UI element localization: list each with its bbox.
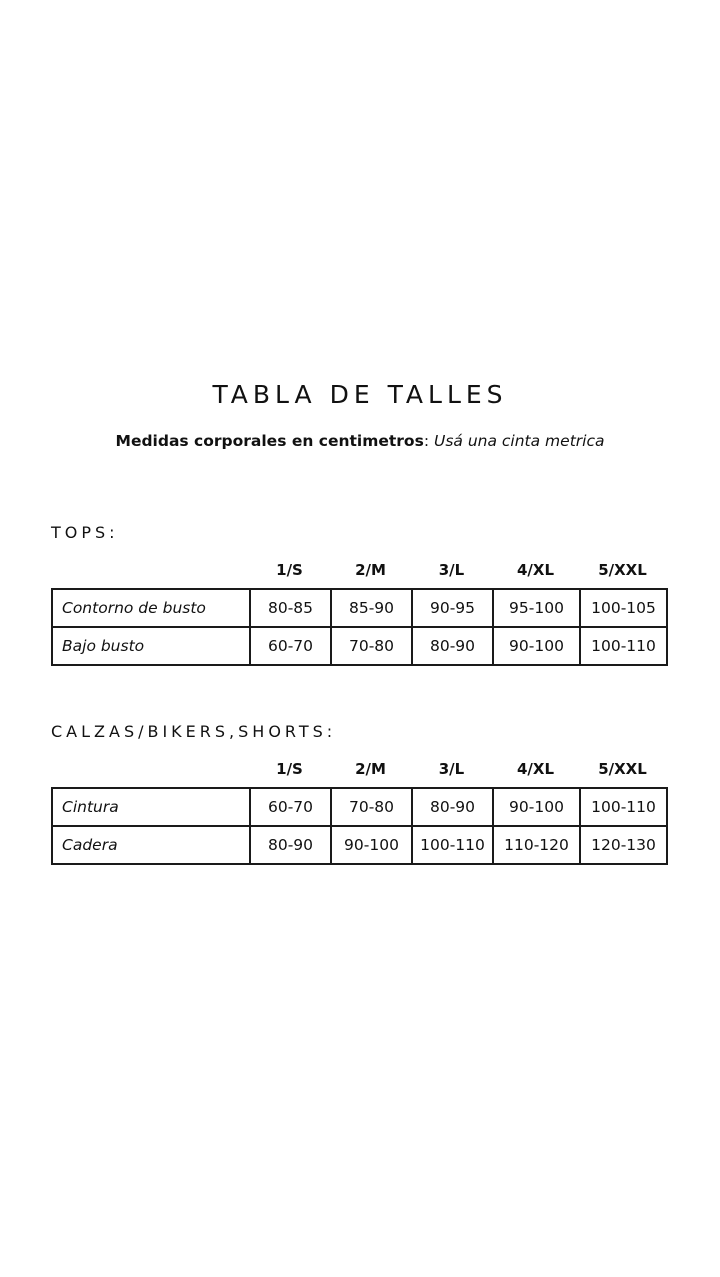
row-label: Contorno de busto [52, 589, 250, 627]
size-header: 4/XL [516, 561, 555, 579]
table-cell: 95-100 [493, 589, 580, 627]
table-cell: 90-100 [493, 627, 580, 665]
size-table-calzas [51, 787, 668, 865]
table-cell: 90-100 [331, 826, 412, 864]
section-label-tops: TOPS: [51, 523, 119, 542]
table-cell: 70-80 [331, 788, 412, 826]
table-row [52, 788, 667, 826]
row-label: Bajo busto [52, 627, 250, 665]
size-header: 4/XL [516, 760, 555, 778]
table-cell: 85-90 [331, 589, 412, 627]
size-header: 3/L [438, 561, 465, 579]
size-header: 2/M [355, 561, 386, 579]
table-cell: 110-120 [493, 826, 580, 864]
table-cell: 100-110 [580, 788, 667, 826]
row-label: Cadera [52, 826, 250, 864]
subtitle-bold: Medidas corporales en centimetros [115, 432, 424, 450]
size-header: 1/S [276, 760, 303, 778]
size-header-row-calzas [51, 760, 666, 784]
section-label-calzas: CALZAS/BIKERS,SHORTS: [51, 722, 337, 741]
row-label: Cintura [52, 788, 250, 826]
size-header: 1/S [276, 561, 303, 579]
table-cell: 90-100 [493, 788, 580, 826]
table-cell: 70-80 [331, 627, 412, 665]
table-cell: 100-110 [412, 826, 493, 864]
table-cell: 120-130 [580, 826, 667, 864]
size-header-row-tops [51, 561, 666, 585]
table-cell: 100-105 [580, 589, 667, 627]
page-subtitle [0, 432, 720, 450]
table-row [52, 826, 667, 864]
page-title: TABLA DE TALLES [212, 380, 508, 409]
table-row [52, 627, 667, 665]
table-row [52, 589, 667, 627]
subtitle-separator: : [423, 432, 430, 450]
table-cell: 60-70 [250, 788, 331, 826]
table-cell: 80-90 [412, 788, 493, 826]
table-cell: 60-70 [250, 627, 331, 665]
size-header: 5/XXL [598, 561, 647, 579]
size-header: 5/XXL [598, 760, 647, 778]
table-cell: 100-110 [580, 627, 667, 665]
size-table-tops [51, 588, 668, 666]
table-cell: 80-90 [250, 826, 331, 864]
table-cell: 80-85 [250, 589, 331, 627]
table-cell: 90-95 [412, 589, 493, 627]
size-header: 2/M [355, 760, 386, 778]
size-header: 3/L [438, 760, 465, 778]
subtitle-italic: Usá una cinta metrica [433, 432, 605, 450]
table-cell: 80-90 [412, 627, 493, 665]
